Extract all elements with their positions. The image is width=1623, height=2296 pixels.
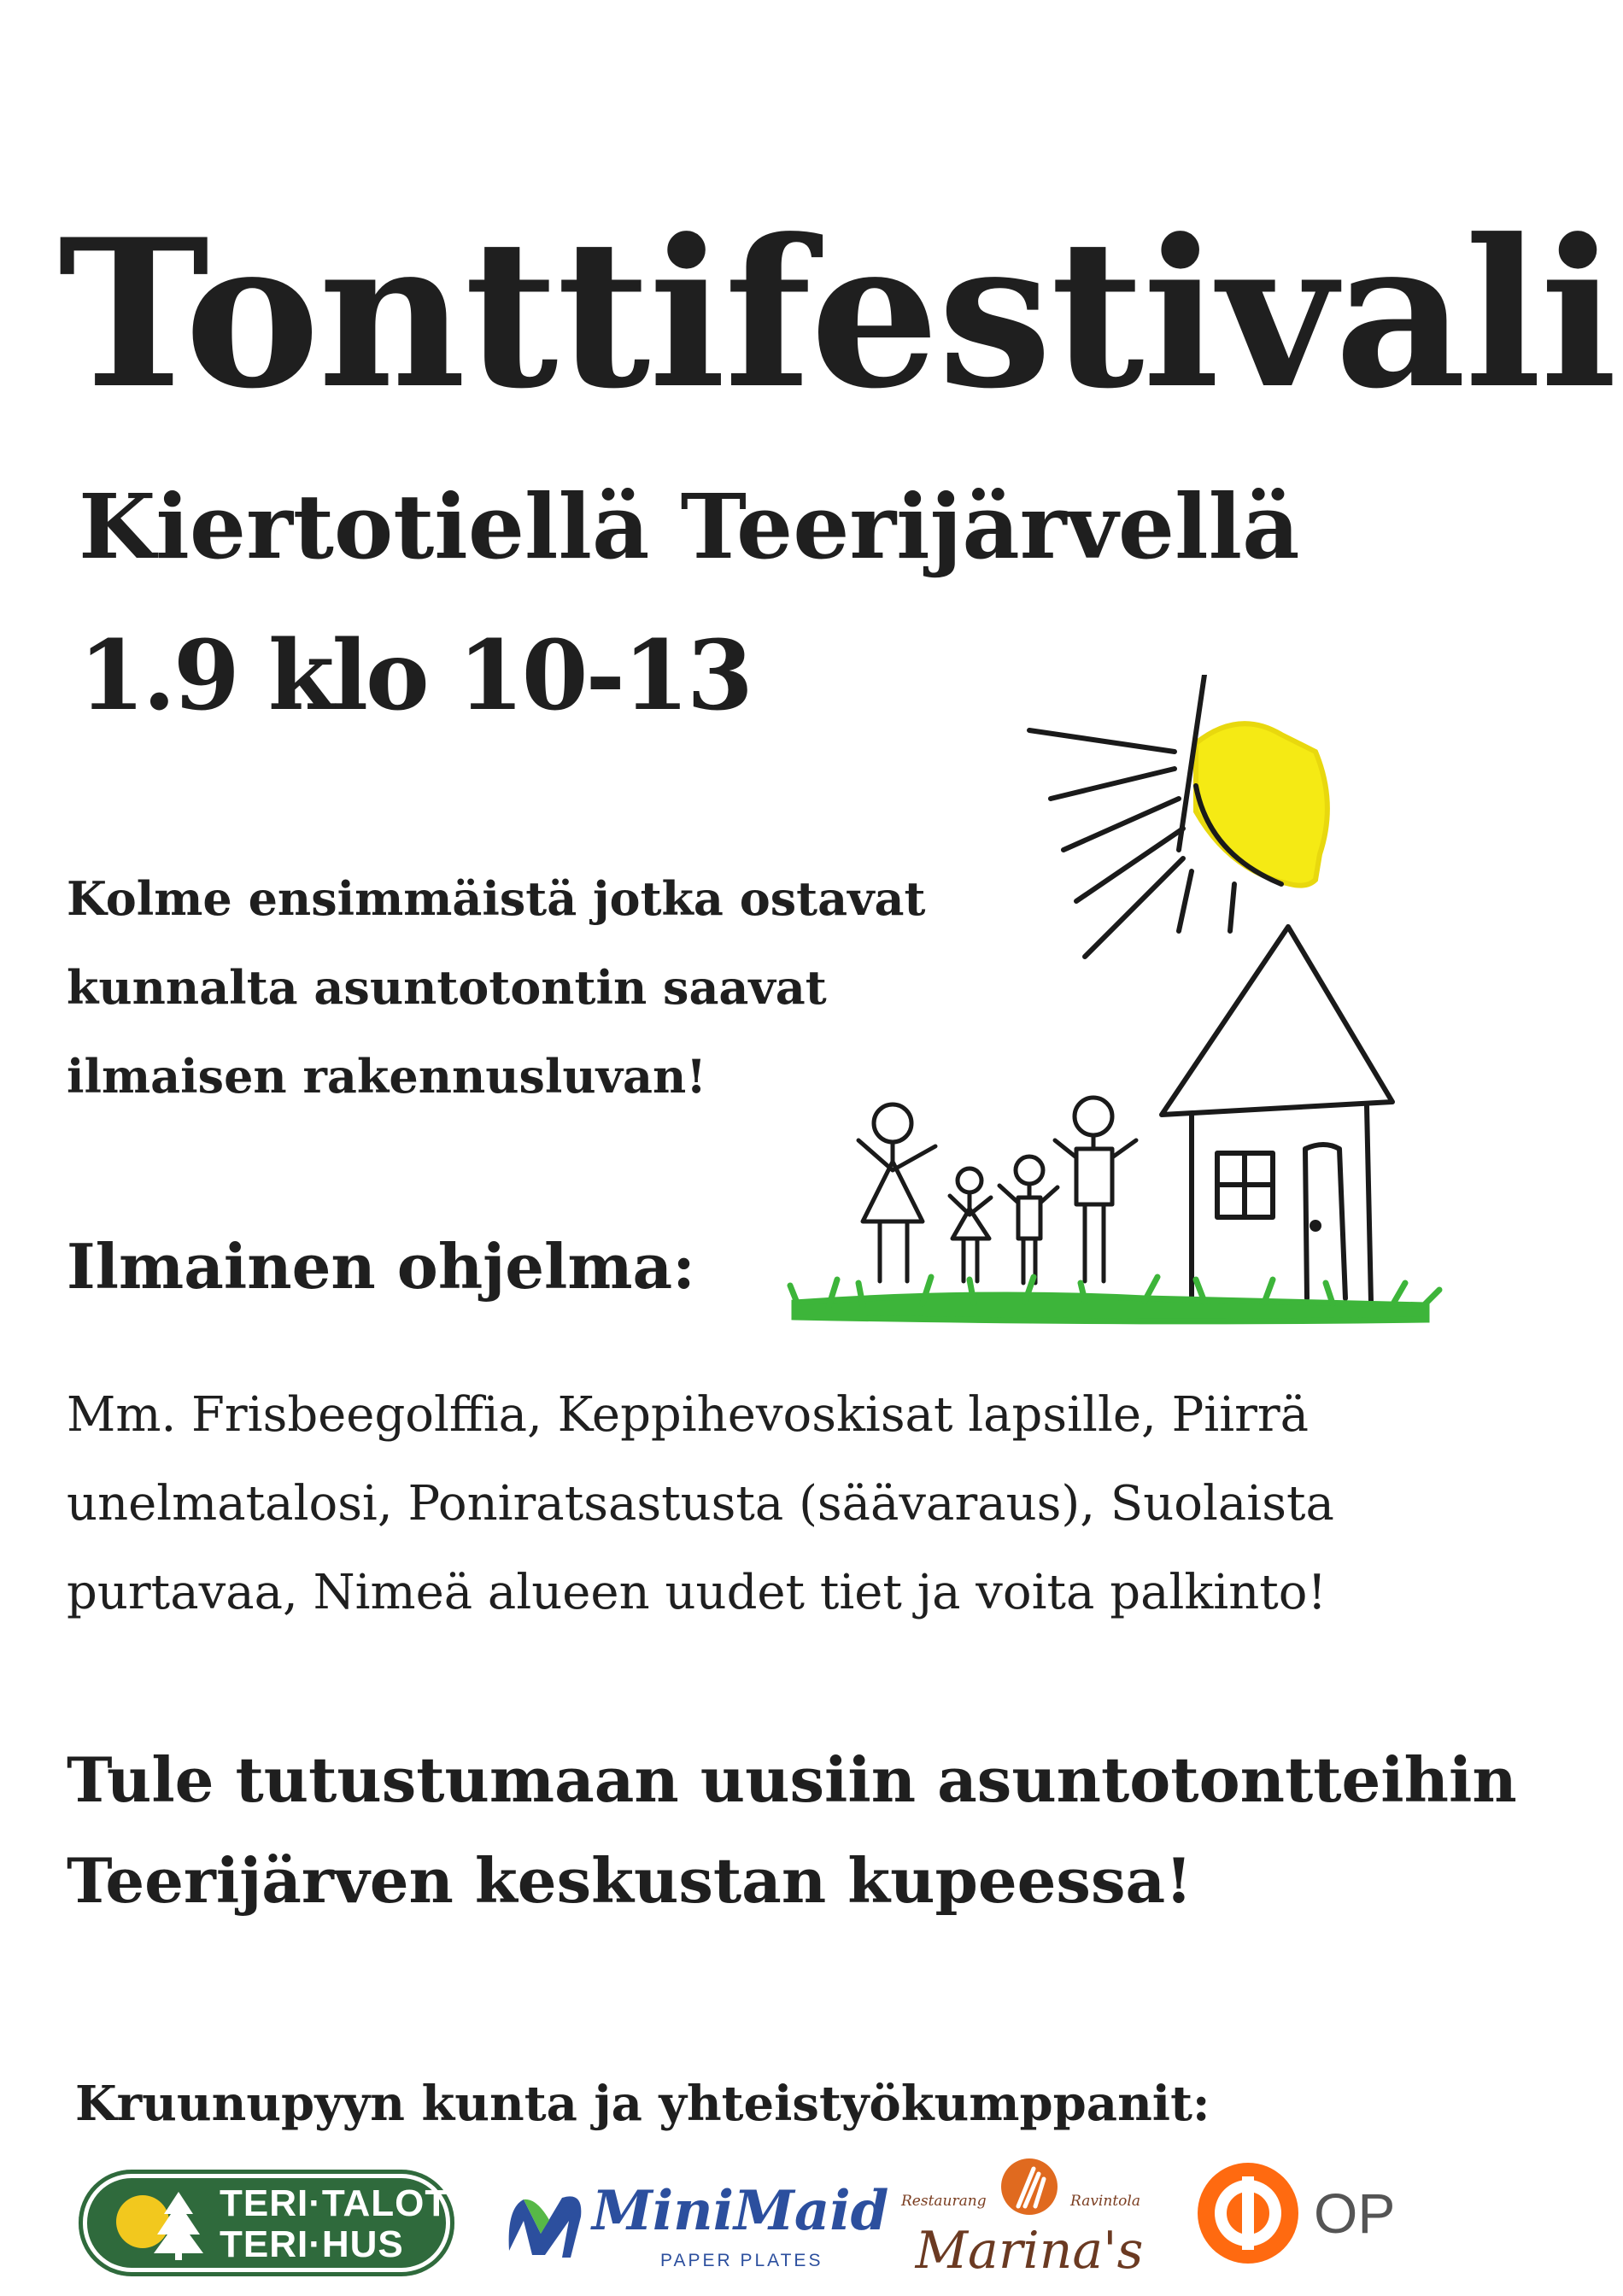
op-logo [1196,2161,1401,2268]
call-to-action [67,1730,1587,1931]
minimaid-tagline: PAPER PLATES [660,2251,823,2270]
program-line: unelmatalosi, Poniratsastusta (säävaraus), Suolaista [67,1476,1334,1532]
cta-line: Teerijärven keskustan kupeessa! [67,1844,1192,1917]
program-list [67,1371,1570,1637]
fork-knife-icon [999,2157,1059,2217]
op-mark-icon [1196,2161,1300,2265]
offer-line: Kolme ensimmäistä jotka ostavat [67,871,926,926]
tree-icon [149,2188,208,2260]
partners-heading: Kruunupyyn kunta ja yhteistyökumppanit: [75,2076,1210,2132]
marinas-logo [901,2157,1157,2285]
event-datetime: 1.9 klo 10-13 [79,620,751,732]
program-line: purtavaa, Nimeä alueen uudet tiet ja voita palkinto! [67,1565,1327,1620]
offer-line: ilmaisen rakennusluvan! [67,1049,706,1104]
grass-icon [790,1277,1439,1321]
teri-hus-label: TERI·HUS [220,2223,404,2265]
teri-talot-label: TERI·TALOT [220,2182,449,2224]
minimaid-mark-icon [502,2182,592,2264]
minimaid-name: MiniMaid [592,2179,889,2243]
event-location: Kiertotiellä Teerijärvellä [79,474,1300,579]
marinas-name: Marina's [915,2221,1144,2281]
sun-icon [1029,675,1327,957]
program-heading: Ilmainen ohjelma: [67,1230,695,1303]
op-name: OP [1314,2182,1396,2245]
poster-title: Tonttifestivali [58,196,1616,434]
offer-line: kunnalta asuntotontin saavat [67,960,827,1015]
marinas-restaurang-label: Restaurang [901,2193,987,2210]
family-icon [858,1098,1136,1283]
teri-talot-logo [79,2170,454,2276]
family-house-drawing [718,675,1572,1375]
house-icon [1162,927,1392,1303]
cta-line: Tule tutustumaan uusiin asuntotontteihin [67,1743,1517,1816]
minimaid-logo [502,2179,889,2276]
program-line: Mm. Frisbeegolffia, Keppihevoskisat lapsille, Piirrä [67,1387,1310,1443]
marinas-ravintola-label: Ravintola [1070,2193,1140,2210]
